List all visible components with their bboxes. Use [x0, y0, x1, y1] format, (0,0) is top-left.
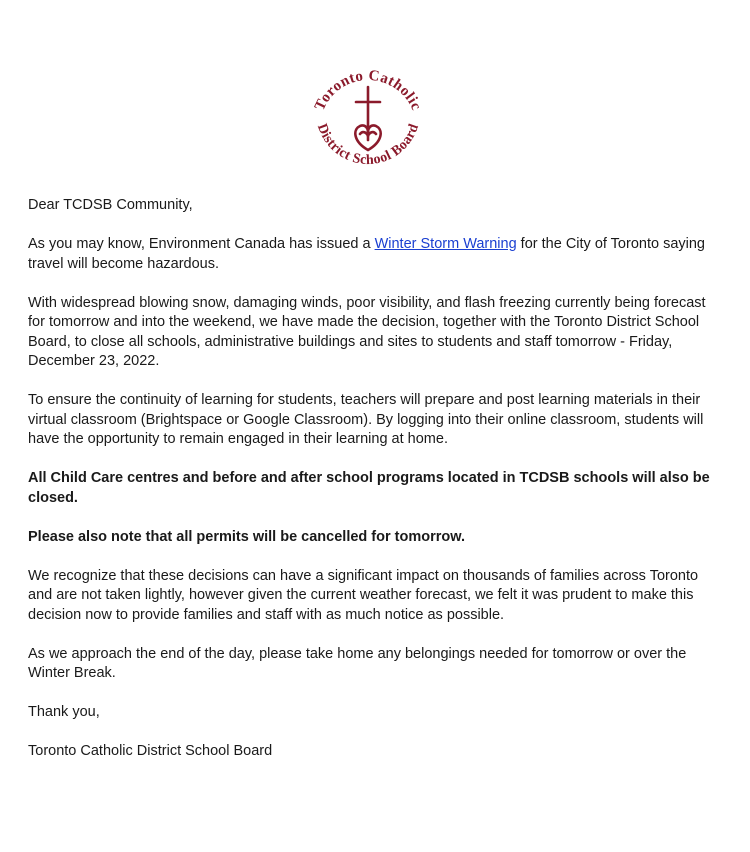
- paragraph-belongings: As we approach the end of the day, please take home any belongings needed for tomorrow or over the Winter Break.: [28, 645, 687, 681]
- paragraph-virtual-learning: To ensure the continuity of learning for students, teachers will prepare and post learning materials in their virtual classroom (Brightspace or Google Classroom). By logging into their online classroom, students will have the opportunity to remain engaged in their learning at home.: [28, 392, 704, 447]
- tcdsb-logo-graphic: [298, 50, 438, 190]
- paragraph-storm-warning-text-2: for the City of Toronto saying travel will become hazardous.: [28, 236, 705, 272]
- signature: Toronto Catholic District School Board: [28, 743, 273, 759]
- salutation: Dear TCDSB Community,: [28, 197, 193, 213]
- logo-bottom-text: District School Board: [313, 121, 423, 169]
- paragraph-storm-warning: [28, 235, 718, 274]
- paragraph-school-closure: With widespread blowing snow, damaging winds, poor visibility, and flash freezing currently being forecast for tomorrow and into the weekend, we have made the decision, together with the Toronto District School Board, to close all schools, administrative buildings and sites to students and staff tomorrow - Friday, December 23, 2022.: [28, 294, 706, 369]
- paragraph-storm-warning-text-1: As you may know, Environment Canada has issued a: [28, 236, 375, 252]
- paragraph-permits-cancelled: Please also note that all permits will be cancelled for tomorrow.: [28, 528, 465, 545]
- cross-heart-icon: [355, 87, 380, 150]
- closing: Thank you,: [28, 704, 100, 720]
- letter-body: [28, 196, 718, 781]
- paragraph-child-care-closed: All Child Care centres and before and after school programs located in TCDSB schools will also be closed.: [28, 470, 710, 506]
- logo-top-text: Toronto Catholic: [311, 67, 425, 114]
- winter-storm-warning-link[interactable]: Winter Storm Warning: [374, 236, 517, 252]
- paragraph-impact-notice: We recognize that these decisions can have a significant impact on thousands of families across Toronto and are not taken lightly, however given the current weather forecast, we felt it was prudent to make this decision now to provide families and staff with as much notice as possible.: [28, 567, 699, 623]
- tcdsb-logo: [298, 50, 438, 190]
